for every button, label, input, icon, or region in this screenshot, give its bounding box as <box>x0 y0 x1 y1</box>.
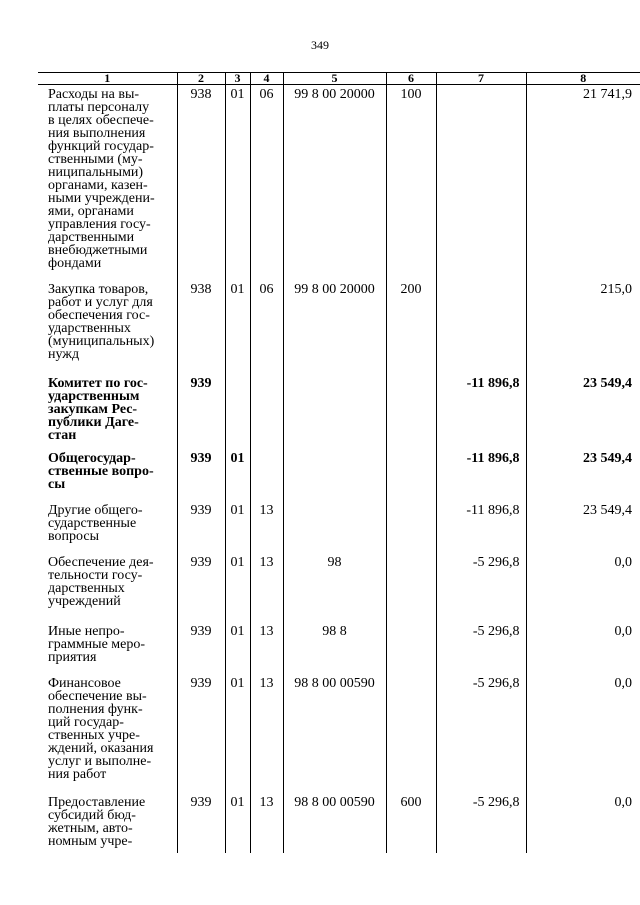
amount-col7-cell: -11 896,8 <box>436 374 526 449</box>
code-col4-cell: 13 <box>250 553 283 622</box>
code-col6-cell <box>386 622 436 674</box>
amount-col7-cell: -5 296,8 <box>436 553 526 622</box>
code-col3-cell: 01 <box>225 553 250 622</box>
code-col3-cell: 01 <box>225 501 250 553</box>
code-col6-cell <box>386 374 436 449</box>
code-col6-cell: 600 <box>386 793 436 853</box>
code-col6-cell <box>386 553 436 622</box>
code-col3-cell: 01 <box>225 280 250 374</box>
table-row <box>38 501 640 553</box>
table-row <box>38 553 640 622</box>
header-cell: 7 <box>436 73 526 85</box>
code-col2-cell: 939 <box>177 622 225 674</box>
code-col4-cell: 06 <box>250 85 283 280</box>
amount-col8-cell: 21 741,9 <box>526 85 640 280</box>
amount-col7-cell: -5 296,8 <box>436 793 526 853</box>
row-name-cell: Общегосудар- ственные вопро- сы <box>48 450 154 492</box>
row-name-cell: Предоставление субсидий бюд- жетным, авто- номным учре- <box>48 794 146 849</box>
code-col5-cell: 98 8 00 00590 <box>283 674 386 793</box>
page-number: 349 <box>311 38 329 52</box>
table-row <box>38 374 640 449</box>
code-col4-cell: 13 <box>250 674 283 793</box>
header-cell: 4 <box>250 73 283 85</box>
header-cell: 5 <box>283 73 386 85</box>
code-col2-cell: 939 <box>177 501 225 553</box>
amount-col7-cell <box>436 85 526 280</box>
code-col4-cell: 06 <box>250 280 283 374</box>
code-col6-cell <box>386 449 436 501</box>
code-col2-cell: 939 <box>177 449 225 501</box>
header-cell: 3 <box>225 73 250 85</box>
code-col4-cell <box>250 374 283 449</box>
code-col4-cell: 13 <box>250 622 283 674</box>
code-col5-cell: 98 8 00 00590 <box>283 793 386 853</box>
code-col3-cell: 01 <box>225 622 250 674</box>
code-col2-cell: 938 <box>177 85 225 280</box>
header-cell: 6 <box>386 73 436 85</box>
amount-col8-cell: 215,0 <box>526 280 640 374</box>
code-col5-cell <box>283 501 386 553</box>
amount-col7-cell: -11 896,8 <box>436 449 526 501</box>
amount-col8-cell: 23 549,4 <box>526 374 640 449</box>
code-col2-cell: 939 <box>177 374 225 449</box>
code-col5-cell <box>283 449 386 501</box>
code-col5-cell: 99 8 00 20000 <box>283 280 386 374</box>
row-name-cell: Другие общего- сударственные вопросы <box>48 502 143 544</box>
amount-col8-cell: 0,0 <box>526 793 640 853</box>
row-name-cell: Финансовое обеспечение вы- полнения функ- ций государ- ственных учре- ждений, оказания услуг и выполне- ния работ <box>48 675 154 782</box>
code-col5-cell: 98 8 <box>283 622 386 674</box>
table-row <box>38 622 640 674</box>
code-col5-cell: 99 8 00 20000 <box>283 85 386 280</box>
row-name-cell: Обеспечение дея- тельности госу- дарственных учреждений <box>48 554 154 609</box>
code-col4-cell: 13 <box>250 501 283 553</box>
code-col4-cell: 13 <box>250 793 283 853</box>
code-col3-cell: 01 <box>225 793 250 853</box>
amount-col8-cell: 23 549,4 <box>526 501 640 553</box>
code-col3-cell: 01 <box>225 449 250 501</box>
code-col3-cell: 01 <box>225 85 250 280</box>
amount-col7-cell: -11 896,8 <box>436 501 526 553</box>
amount-col8-cell: 0,0 <box>526 674 640 793</box>
code-col3-cell: 01 <box>225 674 250 793</box>
code-col5-cell: 98 <box>283 553 386 622</box>
code-col6-cell <box>386 501 436 553</box>
header-cell: 2 <box>177 73 225 85</box>
code-col6-cell <box>386 674 436 793</box>
code-col2-cell: 938 <box>177 280 225 374</box>
budget-table <box>38 72 640 853</box>
header-cell: 8 <box>526 73 640 85</box>
code-col2-cell: 939 <box>177 793 225 853</box>
table-row <box>38 449 640 501</box>
table-row <box>38 280 640 374</box>
amount-col8-cell: 0,0 <box>526 553 640 622</box>
row-name-cell: Комитет по гос- ударственным закупкам Рес- публики Даге- стан <box>48 375 148 443</box>
table-row <box>38 85 640 280</box>
header-row <box>38 73 640 85</box>
code-col2-cell: 939 <box>177 553 225 622</box>
header-cell: 1 <box>38 73 177 85</box>
code-col2-cell: 939 <box>177 674 225 793</box>
code-col6-cell: 200 <box>386 280 436 374</box>
row-name-cell: Расходы на вы- платы персоналу в целях обеспече- ния выполнения функций государ- ственными (му- ниципальными) органами, казен- ными учреждени- ями, органами управления госу- дарственными внебюджетными фондами <box>48 87 155 271</box>
code-col4-cell <box>250 449 283 501</box>
row-name-cell: Закупка товаров, работ и услуг для обеспечения гос- ударственных (муниципальных) нужд <box>48 281 155 362</box>
code-col6-cell: 100 <box>386 85 436 280</box>
table-row <box>38 793 640 853</box>
amount-col8-cell: 0,0 <box>526 622 640 674</box>
amount-col8-cell: 23 549,4 <box>526 449 640 501</box>
amount-col7-cell <box>436 280 526 374</box>
code-col5-cell <box>283 374 386 449</box>
table-row <box>38 674 640 793</box>
amount-col7-cell: -5 296,8 <box>436 674 526 793</box>
row-name-cell: Иные непро- граммные меро- приятия <box>48 623 146 665</box>
amount-col7-cell: -5 296,8 <box>436 622 526 674</box>
code-col3-cell <box>225 374 250 449</box>
